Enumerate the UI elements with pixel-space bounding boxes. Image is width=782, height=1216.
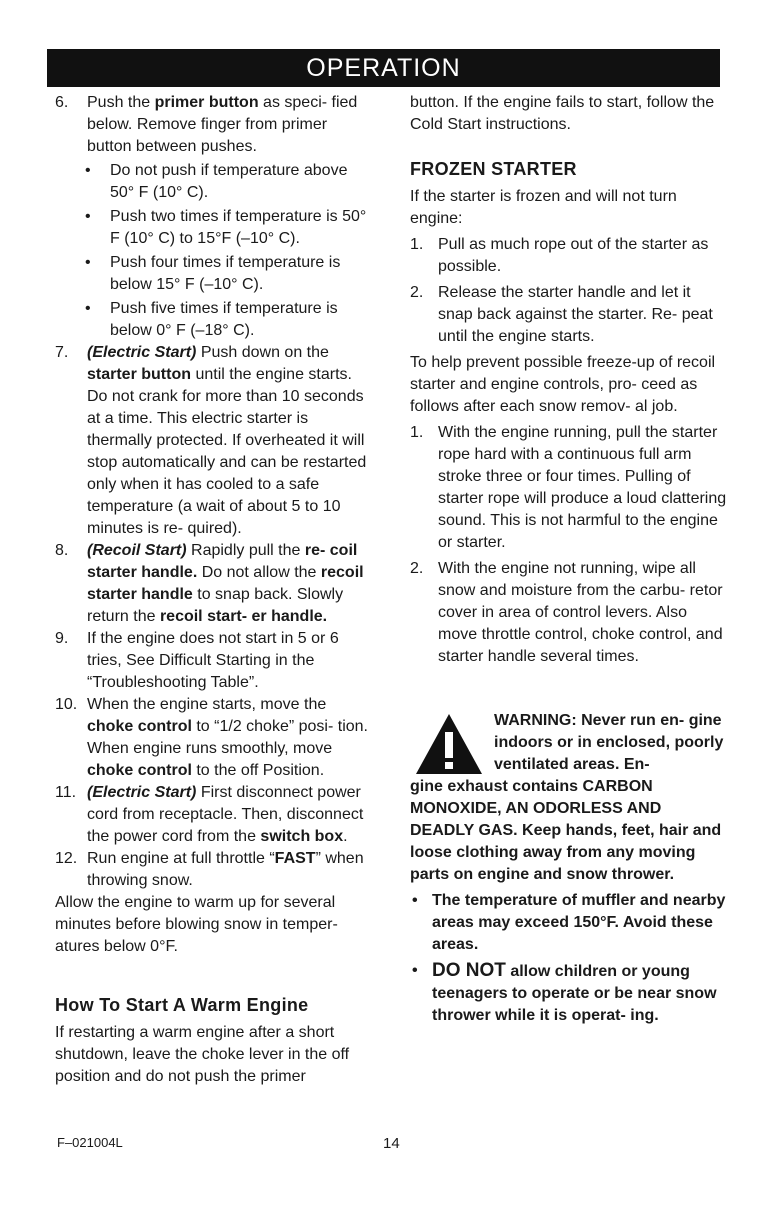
step-7: 7. (Electric Start) Push down on the starter button until the engine starts. Do not crank for more than 10 seconds at a time. This electric starter is thermally protected. If overheated it will stop automatically and can be restarted only when it has cooled to a safe temperature (a wait of about 5 to 10 minutes is re- quired). [55, 344, 367, 537]
frozen-starter-heading: FROZEN STARTER [410, 159, 577, 179]
warm-up-note: Allow the engine to warm up for several minutes before blowing snow in temper- atures below 0°F. [55, 894, 338, 955]
prevent-step: 1. With the engine running, pull the starter rope hard with a continuous full arm stroke three or four times. Pulling of starter rope will produce a loud clattering sound. This is not harmful to the engine or starter. [410, 424, 727, 551]
step-number: 7. [55, 344, 69, 361]
frozen-step: 1. Pull as much rope out of the starter as possible. [410, 236, 709, 275]
step-number: 8. [55, 542, 69, 559]
warning-triangle-icon [414, 712, 484, 783]
prevent-step: 2. With the engine not running, wipe all snow and moisture from the carbu- retor cover in area of control levers. Also move throttle control, choke control, and starter handle several times. [410, 560, 723, 665]
step-number: 10. [55, 696, 78, 713]
step-number: 12. [55, 850, 78, 867]
bullet-item: • Push five times if temperature is below 0° F (–18° C). [55, 298, 373, 342]
step-11: 11. (Electric Start) First disconnect power cord from receptacle. Then, disconnect the power cord from the switch box. [55, 784, 364, 845]
warning-bullet: • The temperature of muffler and nearby areas may exceed 150°F. Avoid these areas. [410, 890, 728, 956]
frozen-intro: If the starter is frozen and will not turn engine: [410, 188, 677, 227]
step-number: 11. [55, 784, 77, 801]
bullet-item: • Push four times if temperature is below 15° F (–10° C). [55, 252, 373, 296]
step-8: 8. (Recoil Start) Rapidly pull the re- coil starter handle. Do not allow the recoil starter handle to snap back. Slowly return the recoil start- er handle. [55, 542, 364, 625]
left-column [55, 92, 373, 1088]
bullet-item: • Do not push if temperature above 50° F (10° C). [55, 160, 373, 204]
step-number: 9. [55, 630, 69, 647]
warning-bullet: • DO NOT allow children or young teenagers to operate or be near snow thrower while it is operat- ing. [410, 960, 728, 1027]
document-code: F–021004L [57, 1135, 123, 1150]
section-banner: OPERATION [47, 49, 720, 87]
step-number: 6. [55, 94, 69, 111]
warning-header: WARNING: Never run en- gine indoors or in enclosed, poorly ventilated areas. En- [410, 710, 728, 776]
right-column [410, 92, 728, 1027]
prevent-text: To help prevent possible freeze-up of recoil starter and engine controls, pro- ceed as follows after each snow remov- al job. [410, 354, 716, 415]
continued-text: button. If the engine fails to start, follow the Cold Start instructions. [410, 94, 715, 133]
warning-block [410, 710, 728, 1027]
warm-engine-heading: How To Start A Warm Engine [55, 995, 309, 1015]
primer-button-term: primer button [154, 94, 259, 111]
step-12: 12. Run engine at full throttle “FAST” when throwing snow. [55, 850, 364, 889]
step-9: 9. If the engine does not start in 5 or 6 tries, See Difficult Starting in the “Troubleshooting Table”. [55, 630, 339, 691]
step-6: 6. Push the primer button as speci- fied below. Remove finger from primer button between pushes. [55, 94, 358, 155]
warning-body: gine exhaust contains CARBON MONOXIDE, AN ODORLESS AND DEADLY GAS. Keep hands, feet, hair and loose clothing away from any moving parts on engine and snow thrower. [410, 778, 722, 883]
warm-engine-text: If restarting a warm engine after a short shutdown, leave the choke lever in the off position and do not push the primer [55, 1024, 350, 1085]
page-number: 14 [383, 1135, 400, 1152]
frozen-step: 2. Release the starter handle and let it snap back against the starter. Re- peat until the engine starts. [410, 284, 713, 345]
step-10: 10. When the engine starts, move the choke control to “1/2 choke” posi- tion. When engine runs smoothly, move choke control to the off Position. [55, 696, 368, 779]
bullet-item: • Push two times if temperature is 50° F (10° C) to 15°F (–10° C). [55, 206, 373, 250]
